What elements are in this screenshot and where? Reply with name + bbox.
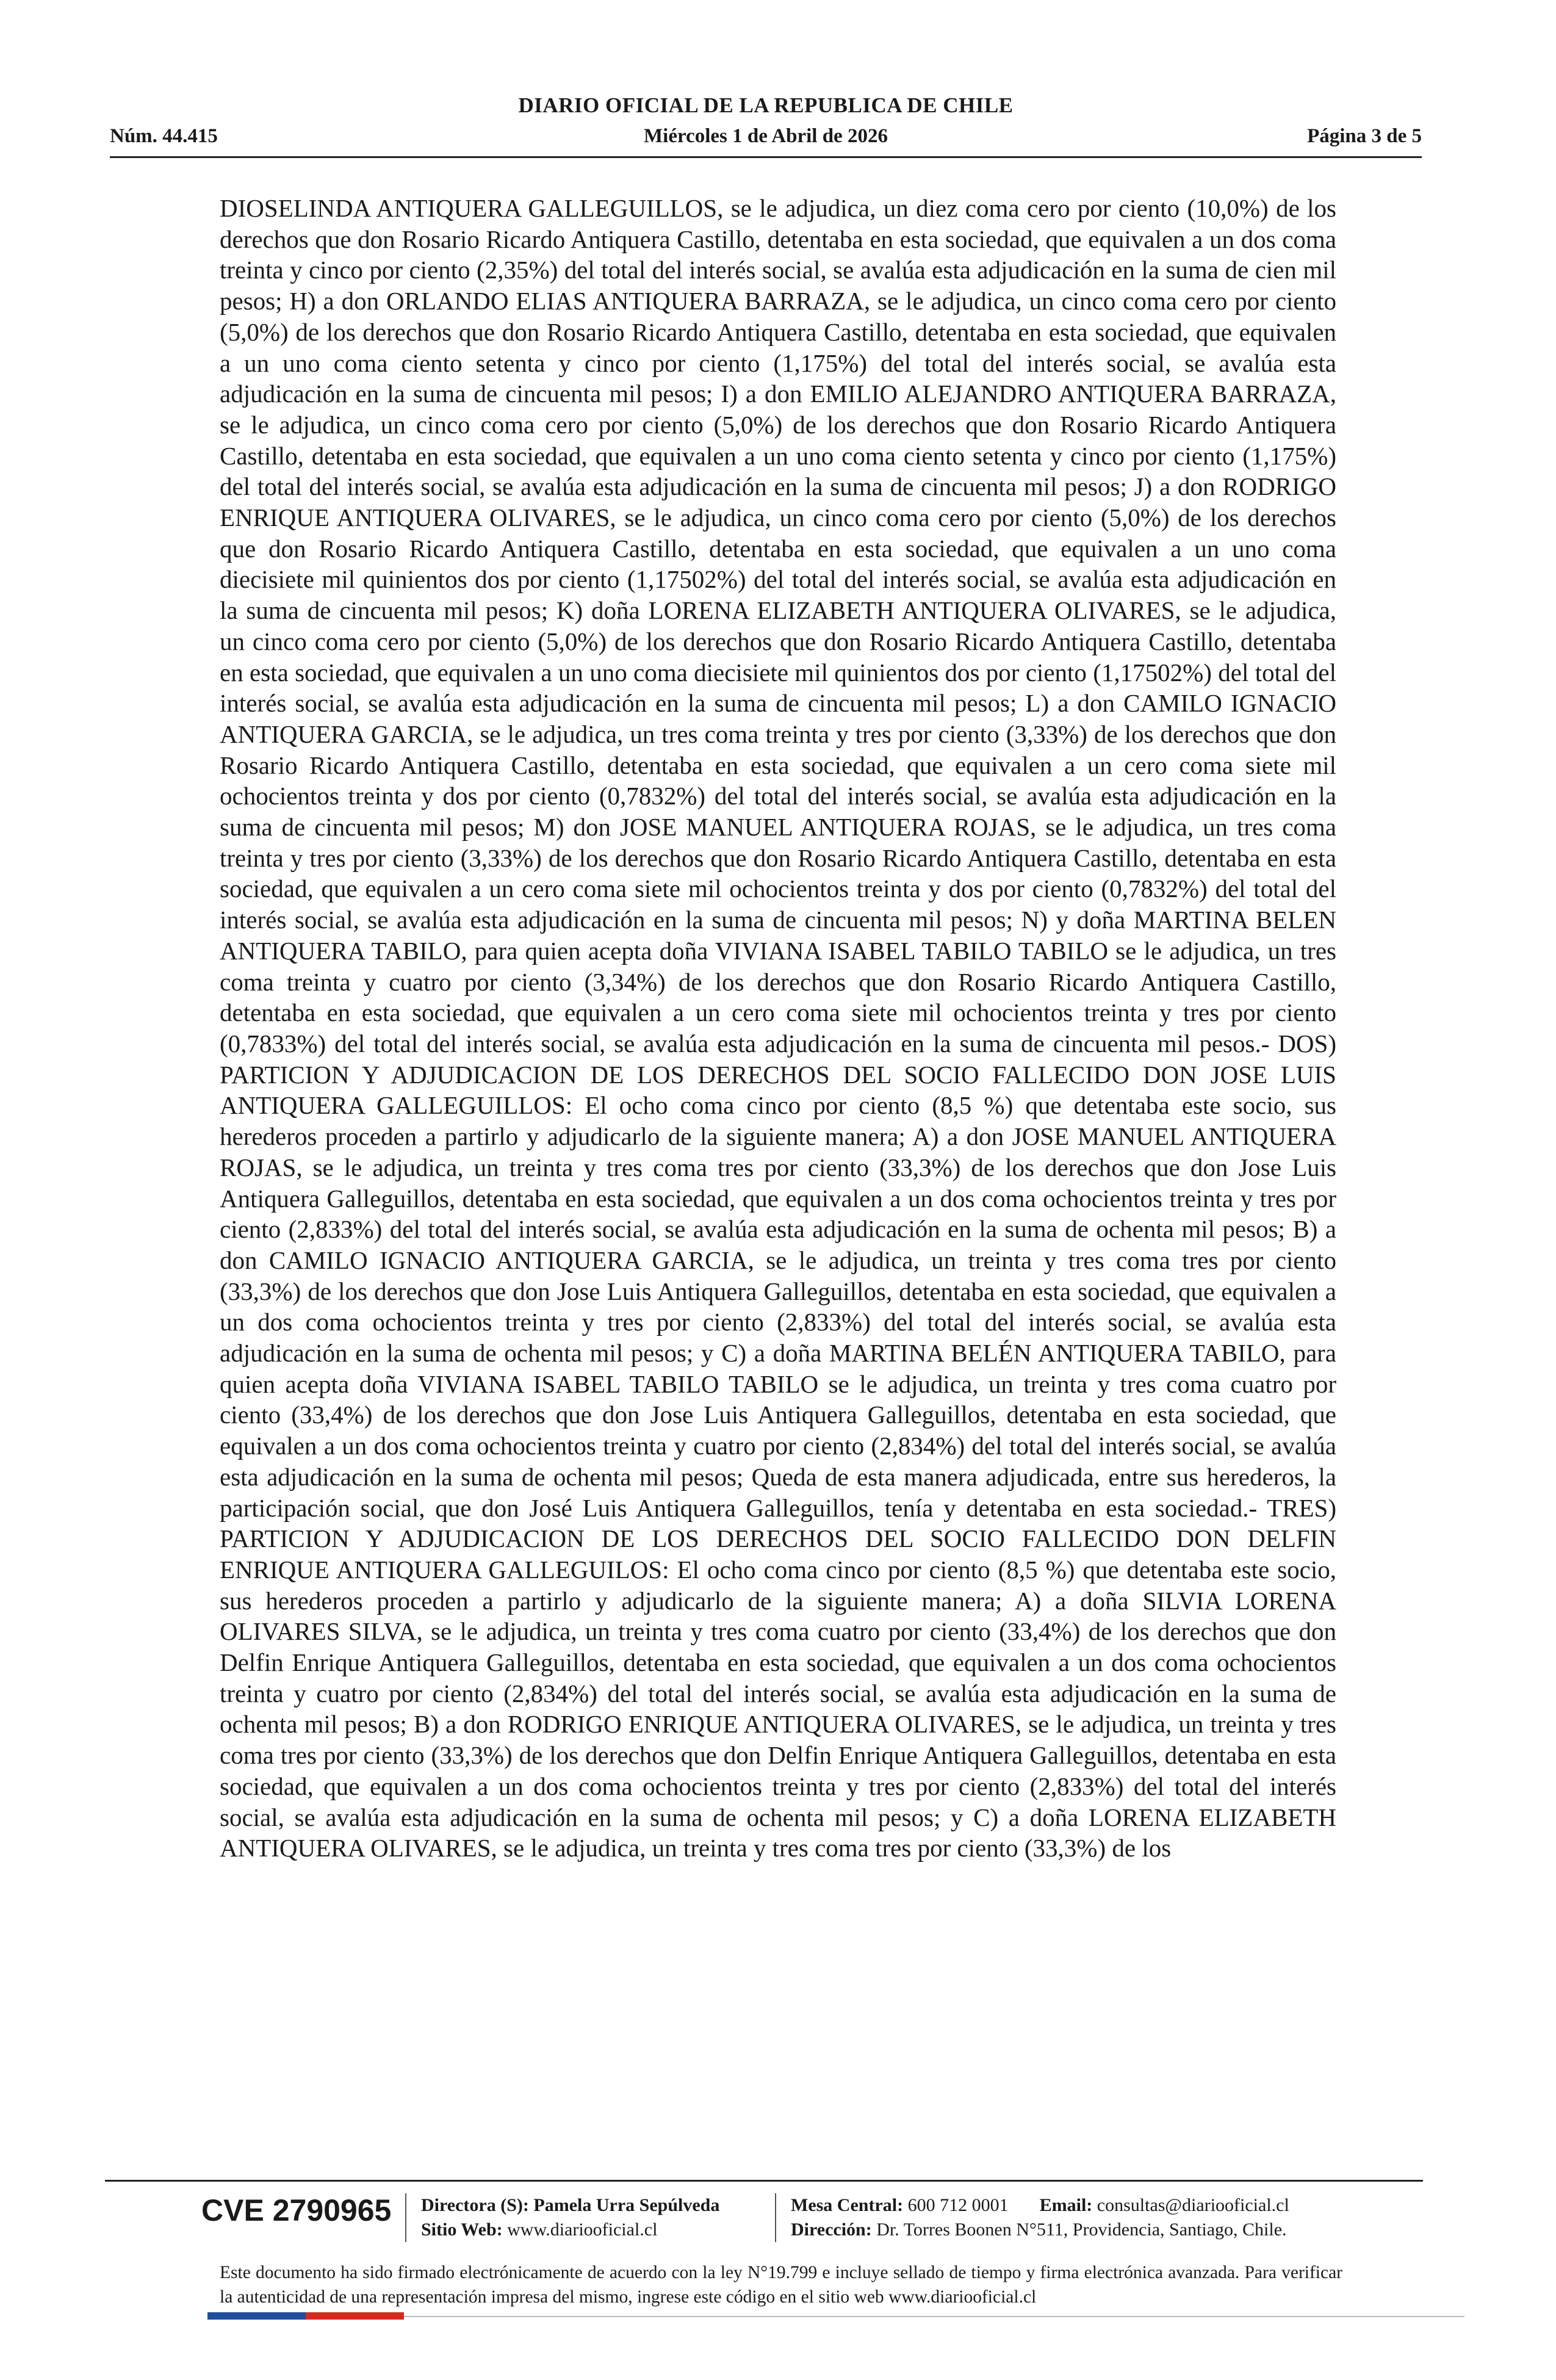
page-header	[110, 93, 1422, 155]
director-name: Pamela Urra Sepúlveda	[533, 2195, 720, 2215]
email-link[interactable]: consultas@diariooficial.cl	[1097, 2195, 1289, 2215]
flag-stripe	[207, 2312, 404, 2320]
footer-contact-block	[791, 2193, 1289, 2242]
footer-divider	[105, 2180, 1423, 2182]
website-label: Sitio Web:	[421, 2220, 503, 2240]
email-label: Email:	[1039, 2195, 1093, 2215]
address-label: Dirección:	[791, 2220, 872, 2240]
footer-separator	[405, 2193, 406, 2242]
page-indicator: Página 3 de 5	[1307, 125, 1422, 147]
website-link[interactable]: www.diariooficial.cl	[507, 2220, 658, 2240]
phone-number: 600 712 0001	[907, 2195, 1009, 2215]
body-paragraph: DIOSELINDA ANTIQUERA GALLEGUILLOS, se le adjudica, un diez coma cero por ciento (10,0%) de los derechos que don Rosario Ricardo Antiquera Castillo, detentaba en esta sociedad, que equivalen a un dos coma treinta y cinco por ciento (2,35%) del total del interés social, se avalúa esta adjudicación en la suma de cien mil pesos; H) a don ORLANDO ELIAS ANTIQUERA BARRAZA, se le adjudica, un cinco coma cero por ciento (5,0%) de los derechos que don Rosario Ricardo Antiquera Castillo, detentaba en esta sociedad, que equivalen a un uno coma ciento setenta y cinco por ciento (1,175%) del total del interés social, se avalúa esta adjudicación en la suma de cincuenta mil pesos; I) a don EMILIO ALEJANDRO ANTIQUERA BARRAZA, se le adjudica, un cinco coma cero por ciento (5,0%) de los derechos que don Rosario Ricardo Antiquera Castillo, detentaba en esta sociedad, que equivalen a un uno coma ciento setenta y cinco por ciento (1,175%) del total del interés social, se avalúa esta adjudicación en la suma de cincuenta mil pesos; J) a don RODRIGO ENRIQUE ANTIQUERA OLIVARES, se le adjudica, un cinco coma cero por ciento (5,0%) de los derechos que don Rosario Ricardo Antiquera Castillo, detentaba en esta sociedad, que equivalen a un uno coma diecisiete mil quinientos dos por ciento (1,17502%) del total del interés social, se avalúa esta adjudicación en la suma de cincuenta mil pesos; K) doña LORENA ELIZABETH ANTIQUERA OLIVARES, se le adjudica, un cinco coma cero por ciento (5,0%) de los derechos que don Rosario Ricardo Antiquera Castillo, detentaba en esta sociedad, que equivalen a un uno coma diecisiete mil quinientos dos por ciento (1,17502%) del total del interés social, se avalúa esta adjudicación en la suma de cincuenta mil pesos; L) a don CAMILO IGNACIO ANTIQUERA GARCIA, se le adjudica, un tres coma treinta y tres por ciento (3,33%) de los derechos que don Rosario Ricardo Antiquera Castillo, detentaba en esta sociedad, que equivalen a un cero coma siete mil ochocientos treinta y dos por ciento (0,7832%) del total del interés social, se avalúa esta adjudicación en la suma de cincuenta mil pesos; M) don JOSE MANUEL ANTIQUERA ROJAS, se le adjudica, un tres coma treinta y tres por ciento (3,33%) de los derechos que don Rosario Ricardo Antiquera Castillo, detentaba en esta sociedad, que equivalen a un cero coma siete mil ochocientos treinta y dos por ciento (0,7832%) del total del interés social, se avalúa esta adjudicación en la suma de cincuenta mil pesos; N) y doña MARTINA BELEN ANTIQUERA TABILO, para quien acepta doña VIVIANA ISABEL TABILO TABILO se le adjudica, un tres coma treinta y cuatro por ciento (3,34%) de los derechos que don Rosario Ricardo Antiquera Castillo, detentaba en esta sociedad, que equivalen a un cero coma siete mil ochocientos treinta y tres por ciento (0,7833%) del total del interés social, se avalúa esta adjudicación en la suma de cincuenta mil pesos.- DOS) PARTICION Y ADJUDICACION DE LOS DERECHOS DEL SOCIO FALLECIDO DON JOSE LUIS ANTIQUERA GALLEGUILLOS: El ocho coma cinco por ciento (8,5 %) que detentaba este socio, sus herederos proceden a partirlo y adjudicarlo de la siguiente manera; A) a don JOSE MANUEL ANTIQUERA ROJAS, se le adjudica, un treinta y tres coma tres por ciento (33,3%) de los derechos que don Jose Luis Antiquera Galleguillos, detentaba en esta sociedad, que equivalen a un dos coma ochocientos treinta y tres por ciento (2,833%) del total del interés social, se avalúa esta adjudicación en la suma de ochenta mil pesos; B) a don CAMILO IGNACIO ANTIQUERA GARCIA, se le adjudica, un treinta y tres coma tres por ciento (33,3%) de los derechos que don Jose Luis Antiquera Galleguillos, detentaba en esta sociedad, que equivalen a un dos coma ochocientos treinta y tres por ciento (2,833%) del total del interés social, se avalúa esta adjudicación en la suma de ochenta mil pesos; y C) a doña MARTINA BELÉN ANTIQUERA TABILO, para quien acepta doña VIVIANA ISABEL TABILO TABILO se le adjudica, un treinta y tres coma cuatro por ciento (33,4%) de los derechos que don Jose Luis Antiquera Galleguillos, detentaba en esta sociedad, que equivalen a un dos coma ochocientos treinta y cuatro por ciento (2,834%) del total del interés social, se avalúa esta adjudicación en la suma de ochenta mil pesos; Queda de esta manera adjudicada, entre sus herederos, la participación social, que don José Luis Antiquera Galleguillos, tenía y detentaba en esta sociedad.- TRES) PARTICION Y ADJUDICACION DE LOS DERECHOS DEL SOCIO FALLECIDO DON DELFIN ENRIQUE ANTIQUERA GALLEGUILOS: El ocho coma cinco por ciento (8,5 %) que detentaba este socio, sus herederos proceden a partirlo y adjudicarlo de la siguiente manera; A) a doña SILVIA LORENA OLIVARES SILVA, se le adjudica, un treinta y tres coma cuatro por ciento (33,4%) de los derechos que don Delfin Enrique Antiquera Galleguillos, detentaba en esta sociedad, que equivalen a un dos coma ochocientos treinta y cuatro por ciento (2,834%) del total del interés social, se avalúa esta adjudicación en la suma de ochenta mil pesos; B) a don RODRIGO ENRIQUE ANTIQUERA OLIVARES, se le adjudica, un treinta y tres coma tres por ciento (33,3%) de los derechos que don Delfin Enrique Antiquera Galleguillos, detentaba en esta sociedad, que equivalen a un dos coma ochocientos treinta y tres por ciento (2,833%) del total del interés social, se avalúa esta adjudicación en la suma de ochenta mil pesos; y C) a doña LORENA ELIZABETH ANTIQUERA OLIVARES, se le adjudica, un treinta y tres coma tres por ciento (33,3%) de los	[220, 194, 1336, 1863]
flag-blue-segment	[207, 2312, 306, 2320]
newspaper-title: DIARIO OFICIAL DE LA REPUBLICA DE CHILE	[518, 93, 1014, 117]
director-label: Directora (S):	[421, 2195, 529, 2215]
phone-label: Mesa Central:	[791, 2195, 904, 2215]
issue-number: Núm. 44.415	[110, 125, 218, 147]
address-text: Dr. Torres Boonen N°511, Providencia, Santiago, Chile.	[876, 2220, 1287, 2240]
footer-director-block	[421, 2193, 719, 2242]
header-divider	[110, 156, 1422, 158]
cve-code: CVE 2790965	[201, 2193, 392, 2227]
footer-separator	[775, 2193, 776, 2242]
issue-date: Miércoles 1 de Abril de 2026	[644, 125, 888, 147]
flag-red-segment	[306, 2312, 404, 2320]
signature-notice: Este documento ha sido firmado electrónicamente de acuerdo con la ley N°19.799 e incluye sellado de tiempo y firma electrónica avanzada. Para verificar la autenticidad de una representación impresa del mismo, ingrese este código en el sitio web www.diariooficial.cl	[220, 2263, 1342, 2307]
